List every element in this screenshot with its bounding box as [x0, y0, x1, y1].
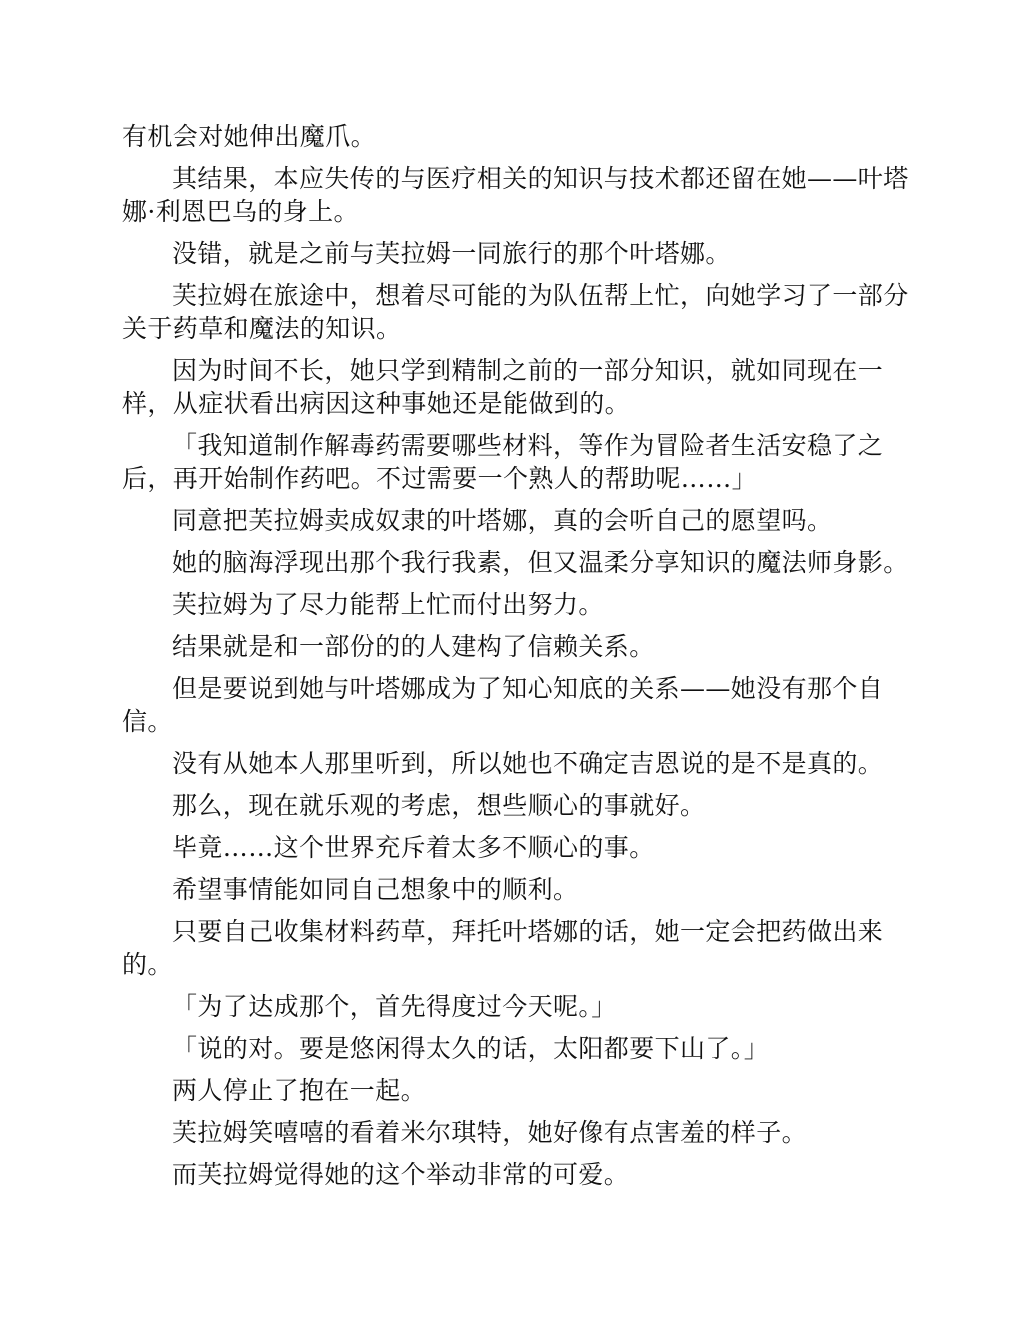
paragraph-10 [122, 630, 912, 663]
text-line: 的。 [122, 950, 173, 979]
text-line: 毕竟……这个世界充斥着太多不顺心的事。 [172, 833, 655, 862]
paragraph-4 [122, 279, 912, 345]
text-line: 同意把芙拉姆卖成奴隶的叶塔娜，真的会听自己的愿望吗。 [172, 506, 833, 535]
text-line: 没有从她本人那里听到，所以她也不确定吉恩说的是不是真的。 [172, 749, 884, 778]
text-line: 结果就是和一部份的的人建构了信赖关系。 [172, 632, 655, 661]
paragraph-20 [122, 1116, 912, 1149]
paragraph-8 [122, 546, 912, 579]
paragraph-17 [122, 990, 912, 1023]
paragraph-1 [122, 120, 912, 153]
text-line: 因为时间不长，她只学到精制之前的一部分知识，就如同现在一 [172, 356, 884, 385]
text-line: 希望事情能如同自己想象中的顺利。 [172, 875, 579, 904]
text-line: 芙拉姆为了尽力能帮上忙而付出努力。 [172, 590, 604, 619]
paragraph-5 [122, 354, 912, 420]
paragraph-13 [122, 789, 912, 822]
text-line: 但是要说到她与叶塔娜成为了知心知底的关系——她没有那个自 [172, 674, 884, 703]
paragraph-21 [122, 1158, 912, 1191]
text-line: 没错，就是之前与芙拉姆一同旅行的那个叶塔娜。 [172, 239, 731, 268]
paragraph-12 [122, 747, 912, 780]
text-line: 「为了达成那个，首先得度过今天呢。」 [172, 992, 617, 1021]
text-line: 她的脑海浮现出那个我行我素，但又温柔分享知识的魔法师身影。 [172, 548, 909, 577]
text-line: 芙拉姆笑嘻嘻的看着米尔琪特，她好像有点害羞的样子。 [172, 1118, 808, 1147]
text-line: 「我知道制作解毒药需要哪些材料，等作为冒险者生活安稳了之 [172, 431, 884, 460]
document-page [122, 120, 912, 1191]
text-line: 两人停止了抱在一起。 [172, 1076, 427, 1105]
paragraph-18 [122, 1032, 912, 1065]
paragraph-3 [122, 237, 912, 270]
text-line: 有机会对她伸出魔爪。 [122, 122, 377, 151]
text-line: 关于药草和魔法的知识。 [122, 314, 402, 343]
text-line: 样，从症状看出病因这种事她还是能做到的。 [122, 389, 631, 418]
text-line: 后，再开始制作药吧。不过需要一个熟人的帮助呢……」 [122, 464, 758, 493]
paragraph-16 [122, 915, 912, 981]
paragraph-6 [122, 429, 912, 495]
paragraph-11 [122, 672, 912, 738]
paragraph-9 [122, 588, 912, 621]
text-line: 而芙拉姆觉得她的这个举动非常的可爱。 [172, 1160, 630, 1189]
text-line: 只要自己收集材料药草，拜托叶塔娜的话，她一定会把药做出来 [172, 917, 884, 946]
text-line: 那么，现在就乐观的考虑，想些顺心的事就好。 [172, 791, 706, 820]
paragraph-7 [122, 504, 912, 537]
text-line: 「说的对。要是悠闲得太久的话，太阳都要下山了。」 [172, 1034, 770, 1063]
paragraph-2 [122, 162, 912, 228]
text-line: 其结果，本应失传的与医疗相关的知识与技术都还留在她——叶塔 [172, 164, 909, 193]
text-line: 信。 [122, 707, 173, 736]
paragraph-15 [122, 873, 912, 906]
text-line: 芙拉姆在旅途中，想着尽可能的为队伍帮上忙，向她学习了一部分 [172, 281, 909, 310]
paragraph-14 [122, 831, 912, 864]
text-line: 娜·利恩巴乌的身上。 [122, 197, 359, 226]
paragraph-19 [122, 1074, 912, 1107]
